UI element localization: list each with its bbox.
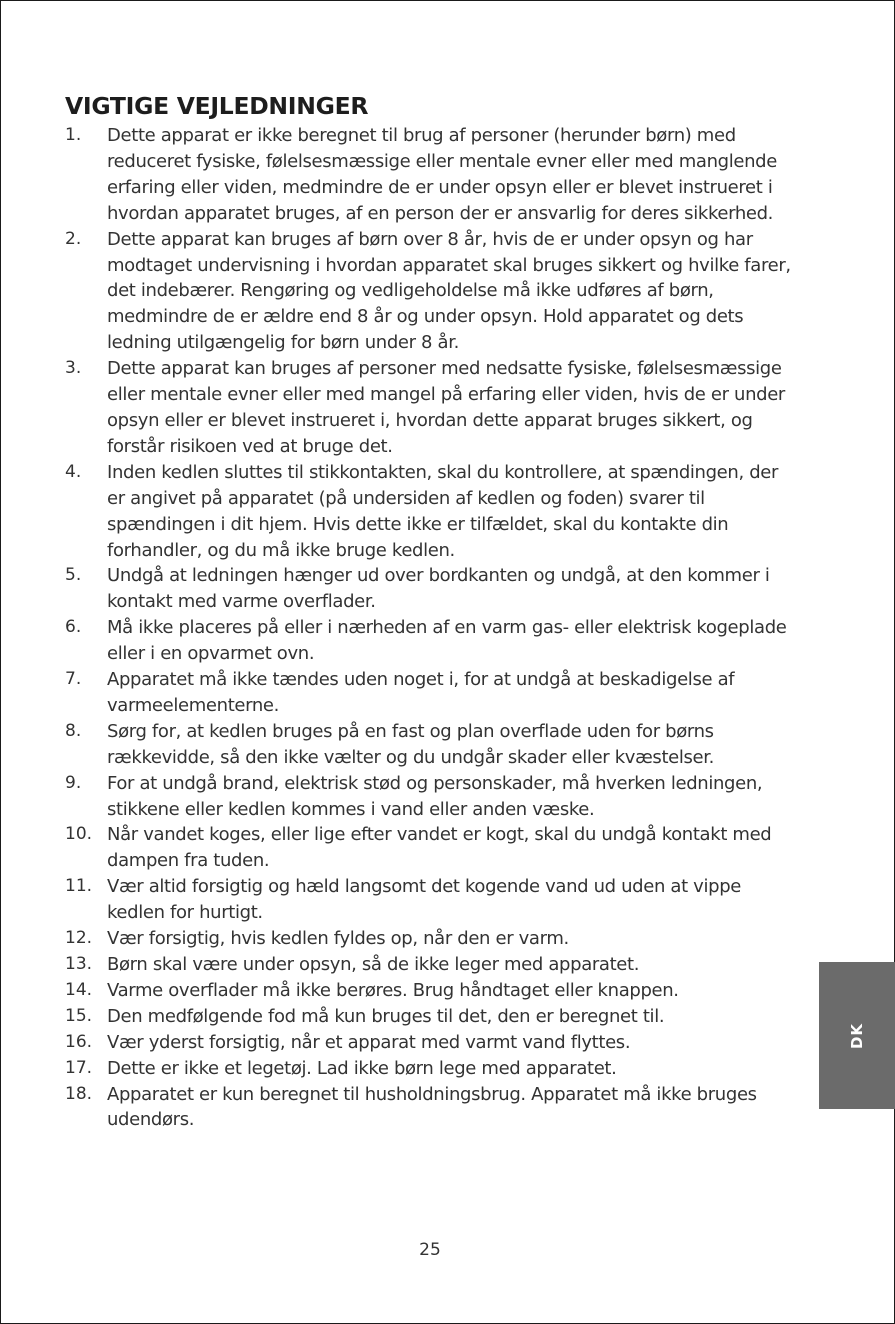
list-item xyxy=(65,1082,795,1134)
item-number: 7. xyxy=(65,669,82,690)
list-item xyxy=(65,952,795,978)
item-text: Dette apparat er ikke beregnet til brug af personer (herunder børn) med reduceret fysiske, følelsesmæssige eller mentale evner eller med manglende erfaring eller viden, medmindre de er under opsyn eller er blevet instrueret i hvordan apparatet bruges, af en person der er ansvarlig for deres sikkerhed. xyxy=(107,125,777,224)
instructions-list xyxy=(65,123,795,1133)
language-tab-label: DK xyxy=(848,1022,866,1049)
item-number: 8. xyxy=(65,720,82,741)
item-text: Inden kedlen sluttes til stikkontakten, skal du kontrollere, at spændingen, der er angivet på apparatet (på undersiden af kedlen og foden) svarer til spændingen i dit hjem. Hvis dette ikke er tilfældet, skal du kontakte din forhandler, og du må ikke bruge kedlen. xyxy=(107,461,779,561)
item-text: Vær yderst forsigtig, når et apparat med varmt vand flyttes. xyxy=(107,1031,631,1053)
item-text: Apparatet må ikke tændes uden noget i, for at undgå at beskadigelse af varmeelementerne. xyxy=(107,669,735,716)
item-number: 4. xyxy=(65,461,82,482)
list-item xyxy=(65,1004,795,1030)
item-text: For at undgå brand, elektrisk stød og personskader, må hverken ledningen, stikkene eller kedlen kommes i vand eller anden væske. xyxy=(107,772,763,820)
list-item xyxy=(65,874,795,926)
item-number: 9. xyxy=(65,772,82,793)
item-text: Undgå at ledningen hænger ud over bordkanten og undgå, at den kommer i kontakt med varme overflader. xyxy=(107,565,770,613)
list-item xyxy=(65,667,795,719)
item-number: 15. xyxy=(65,1005,93,1026)
list-item xyxy=(65,123,795,227)
item-text: Dette apparat kan bruges af børn over 8 år, hvis de er under opsyn og har modtaget undervisning i hvordan apparatet skal bruges sikkert og hvilke farer, det indebærer. Rengøring og vedligeholdelse må ikke udføres af børn, medmindre de er ældre end 8 år og under opsyn. Hold apparatet og dets ledning utilgængelig for børn under 8 år. xyxy=(107,228,791,354)
list-item xyxy=(65,1030,795,1056)
item-number: 16. xyxy=(65,1031,93,1052)
item-number: 13. xyxy=(65,954,93,974)
item-text: Varme overflader må ikke berøres. Brug håndtaget eller knappen. xyxy=(107,979,679,1001)
item-number: 2. xyxy=(65,228,82,249)
item-number: 10. xyxy=(65,824,93,845)
item-text: Dette er ikke et legetøj. Lad ikke børn lege med apparatet. xyxy=(107,1057,617,1079)
page-number: 25 xyxy=(419,1240,441,1260)
item-text: Vær altid forsigtig og hæld langsomt det kogende vand ud uden at vippe kedlen for hurtigt. xyxy=(107,876,741,924)
page-title: VIGTIGE VEJLEDNINGER xyxy=(65,92,369,120)
item-text: Børn skal være under opsyn, så de ikke leger med apparatet. xyxy=(107,954,640,975)
list-item xyxy=(65,563,795,615)
list-item xyxy=(65,978,795,1004)
item-number: 6. xyxy=(65,617,82,638)
list-item xyxy=(65,719,795,771)
item-text: Sørg for, at kedlen bruges på en fast og plan overflade uden for børns rækkevidde, så den ikke vælter og du undgår skader eller kvæstelser. xyxy=(107,720,715,768)
item-text: Må ikke placeres på eller i nærheden af en varm gas- eller elektrisk kogeplade eller i en opvarmet ovn. xyxy=(107,617,787,665)
item-number: 18. xyxy=(65,1083,93,1104)
list-item xyxy=(65,460,795,564)
list-item xyxy=(65,822,795,874)
item-text: Når vandet koges, eller lige efter vandet er kogt, skal du undgå kontakt med dampen fra tuden. xyxy=(107,824,772,872)
item-number: 14. xyxy=(65,979,93,1000)
item-text: Den medfølgende fod må kun bruges til det, den er beregnet til. xyxy=(107,1005,665,1027)
item-number: 17. xyxy=(65,1057,93,1078)
item-number: 12. xyxy=(65,928,93,949)
item-text: Apparatet er kun beregnet til husholdningsbrug. Apparatet må ikke bruges udendørs. xyxy=(107,1083,757,1131)
list-item xyxy=(65,1056,795,1082)
list-item xyxy=(65,356,795,460)
list-item xyxy=(65,227,795,357)
list-item xyxy=(65,926,795,952)
item-number: 11. xyxy=(65,876,93,897)
list-item xyxy=(65,771,795,823)
item-text: Vær forsigtig, hvis kedlen fyldes op, når den er varm. xyxy=(107,928,569,950)
item-number: 1. xyxy=(65,125,82,145)
item-text: Dette apparat kan bruges af personer med nedsatte fysiske, følelsesmæssige eller mentale evner eller med mangel på erfaring eller viden, hvis de er under opsyn eller er blevet instrueret i, hvordan dette apparat bruges sikkert, og forstår risikoen ved at bruge det. xyxy=(107,358,785,457)
list-item xyxy=(65,615,795,667)
item-number: 5. xyxy=(65,565,82,586)
item-number: 3. xyxy=(65,358,82,379)
language-tab xyxy=(819,962,895,1109)
